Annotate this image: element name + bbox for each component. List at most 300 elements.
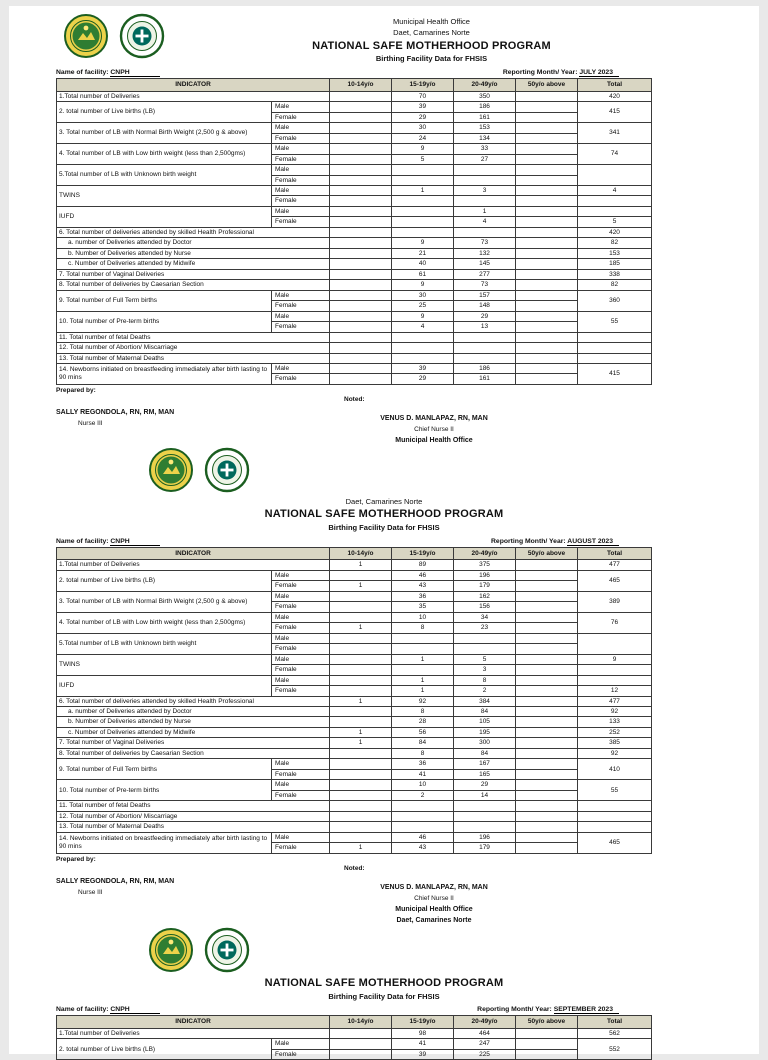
age-value-cell: 46 — [392, 570, 454, 580]
indicator-cell: 13. Total number of Maternal Deaths — [57, 353, 330, 363]
age-value-cell: 89 — [392, 560, 454, 570]
age-value-cell — [454, 633, 516, 643]
age-value-cell — [330, 1049, 392, 1059]
age-value-cell — [516, 102, 578, 112]
reporting-field — [477, 1006, 619, 1013]
report-document — [9, 16, 759, 1060]
age-value-cell — [516, 259, 578, 269]
age-value-cell — [516, 196, 578, 206]
age-value-cell — [392, 644, 454, 654]
age-value-cell — [330, 280, 392, 290]
total-cell: 465 — [578, 832, 652, 853]
age-value-cell: 29 — [454, 780, 516, 790]
total-cell: 410 — [578, 759, 652, 780]
age-value-cell — [330, 186, 392, 196]
sex-cell: Male — [272, 1039, 330, 1049]
page-title: NATIONAL SAFE MOTHERHOOD PROGRAM — [264, 976, 504, 989]
org-line: Daet, Camarines Norte — [396, 916, 472, 924]
sex-cell: Male — [272, 186, 330, 196]
health-office-seal-logo — [205, 928, 249, 972]
total-cell — [578, 665, 652, 675]
table-row — [57, 696, 652, 706]
table-row — [57, 748, 652, 758]
age-value-cell — [516, 570, 578, 580]
facility-row — [9, 538, 759, 545]
total-cell: 415 — [578, 102, 652, 123]
age-value-cell: 28 — [392, 717, 454, 727]
indicator-cell: 11. Total number of fetal Deaths — [57, 332, 330, 342]
sex-cell: Male — [272, 780, 330, 790]
age-value-cell: 1 — [330, 727, 392, 737]
table-row — [57, 1028, 652, 1038]
signature-block — [56, 387, 759, 444]
total-cell — [578, 811, 652, 821]
noted-by-block — [344, 856, 524, 924]
sex-cell: Female — [272, 623, 330, 633]
age-value-cell: 39 — [392, 102, 454, 112]
age-value-cell — [454, 196, 516, 206]
age-value-cell: 35 — [392, 602, 454, 612]
age-value-cell — [330, 123, 392, 133]
table-row — [57, 780, 652, 790]
age-value-cell — [330, 374, 392, 384]
sex-cell: Female — [272, 217, 330, 227]
facility-label: Name of facility: — [56, 537, 111, 545]
age-value-cell: 186 — [454, 102, 516, 112]
table-row — [57, 560, 652, 570]
page-subtitle: Birthing Facility Data for FHSIS — [328, 991, 440, 1001]
table-row — [57, 290, 652, 300]
sex-cell: Male — [272, 363, 330, 373]
age-value-cell — [330, 1039, 392, 1049]
total-cell: 360 — [578, 290, 652, 311]
age-value-cell: 25 — [392, 301, 454, 311]
table-row — [57, 91, 652, 101]
age-column-header: 15-19y/o — [392, 79, 454, 91]
total-cell — [578, 332, 652, 342]
age-value-cell — [516, 227, 578, 237]
age-value-cell — [516, 154, 578, 164]
indicator-cell: TWINS — [57, 654, 272, 675]
sex-cell: Female — [272, 322, 330, 332]
age-value-cell — [330, 227, 392, 237]
age-value-cell: 375 — [454, 560, 516, 570]
age-value-cell: 1 — [330, 581, 392, 591]
age-value-cell: 29 — [392, 374, 454, 384]
age-value-cell: 43 — [392, 581, 454, 591]
total-cell: 5 — [578, 217, 652, 227]
age-value-cell — [516, 374, 578, 384]
prepared-by-block — [56, 387, 344, 444]
age-value-cell: 1 — [392, 654, 454, 664]
sex-cell: Female — [272, 843, 330, 853]
age-value-cell — [330, 175, 392, 185]
indicator-cell: 2. total number of Live births (LB) — [57, 102, 272, 123]
age-value-cell — [392, 165, 454, 175]
table-row — [57, 363, 652, 373]
sex-cell: Male — [272, 675, 330, 685]
indicator-cell: b. Number of Deliveries attended by Nurse — [57, 717, 330, 727]
indicator-cell: c. Number of Deliveries attended by Midwife — [57, 259, 330, 269]
total-cell: 185 — [578, 259, 652, 269]
age-value-cell: 105 — [454, 717, 516, 727]
logo-group — [64, 14, 164, 58]
age-value-cell: 247 — [454, 1039, 516, 1049]
age-value-cell — [330, 102, 392, 112]
indicator-cell: 2. total number of Live births (LB) — [57, 1039, 272, 1060]
total-cell: 338 — [578, 269, 652, 279]
age-value-cell — [454, 343, 516, 353]
sex-cell: Male — [272, 832, 330, 842]
table-row — [57, 280, 652, 290]
total-cell: 133 — [578, 717, 652, 727]
age-value-cell — [330, 290, 392, 300]
total-cell: 420 — [578, 227, 652, 237]
age-value-cell: 9 — [392, 280, 454, 290]
age-value-cell: 350 — [454, 91, 516, 101]
age-value-cell: 384 — [454, 696, 516, 706]
age-value-cell — [392, 811, 454, 821]
org-line: Municipal Health Office — [395, 905, 473, 913]
age-value-cell: 21 — [392, 248, 454, 258]
age-value-cell — [330, 570, 392, 580]
age-value-cell — [516, 1049, 578, 1059]
age-value-cell: 36 — [392, 591, 454, 601]
facility-label: Name of facility: — [56, 1006, 111, 1014]
total-cell — [578, 196, 652, 206]
age-column-header: Total — [578, 547, 652, 559]
age-value-cell: 8 — [392, 748, 454, 758]
table-row — [57, 259, 652, 269]
report-table — [56, 547, 652, 854]
table-row — [57, 269, 652, 279]
indicator-cell: IUFD — [57, 206, 272, 227]
age-value-cell — [454, 353, 516, 363]
age-value-cell: 84 — [392, 738, 454, 748]
age-value-cell — [516, 311, 578, 321]
age-value-cell: 186 — [454, 363, 516, 373]
age-value-cell: 70 — [392, 91, 454, 101]
facility-value: CNPH — [110, 69, 159, 77]
age-value-cell — [392, 332, 454, 342]
total-cell: 74 — [578, 144, 652, 165]
age-value-cell: 8 — [392, 707, 454, 717]
total-cell: 341 — [578, 123, 652, 144]
age-value-cell — [330, 217, 392, 227]
indicator-cell: 7. Total number of Vaginal Deliveries — [57, 269, 330, 279]
sex-cell: Female — [272, 602, 330, 612]
age-value-cell: 10 — [392, 780, 454, 790]
noted-label: Noted: — [344, 395, 365, 403]
age-value-cell — [330, 717, 392, 727]
age-value-cell: 13 — [454, 322, 516, 332]
indicator-cell: 9. Total number of Full Term births — [57, 290, 272, 311]
indicator-cell: 13. Total number of Maternal Deaths — [57, 822, 330, 832]
prepared-by-block — [56, 856, 344, 924]
age-value-cell — [516, 206, 578, 216]
age-column-header: 10-14y/o — [330, 547, 392, 559]
indicator-cell: 12. Total number of Abortion/ Miscarriage — [57, 811, 330, 821]
prepared-by-label: Prepared by: — [56, 855, 96, 863]
table-row — [57, 822, 652, 832]
page-title: NATIONAL SAFE MOTHERHOOD PROGRAM — [264, 508, 504, 521]
age-value-cell — [516, 769, 578, 779]
indicator-cell: TWINS — [57, 186, 272, 207]
age-value-cell: 27 — [454, 154, 516, 164]
age-value-cell — [392, 801, 454, 811]
header-line: Daet, Camarines Norte — [345, 496, 423, 506]
age-column-header: 20-49y/o — [454, 547, 516, 559]
table-row — [57, 343, 652, 353]
age-value-cell — [330, 112, 392, 122]
page-subtitle: Birthing Facility Data for FHSIS — [328, 523, 440, 533]
sex-cell: Male — [272, 311, 330, 321]
age-value-cell — [392, 822, 454, 832]
table-row — [57, 727, 652, 737]
age-value-cell — [454, 175, 516, 185]
age-value-cell — [516, 612, 578, 622]
facility-label: Name of facility: — [56, 69, 111, 77]
indicator-cell: 1.Total number of Deliveries — [57, 560, 330, 570]
age-value-cell — [454, 227, 516, 237]
age-value-cell — [454, 644, 516, 654]
age-value-cell — [392, 227, 454, 237]
sex-cell: Female — [272, 769, 330, 779]
table-row — [57, 654, 652, 664]
age-value-cell — [516, 811, 578, 821]
total-cell: 92 — [578, 748, 652, 758]
age-value-cell — [516, 832, 578, 842]
indicator-cell: 11. Total number of fetal Deaths — [57, 801, 330, 811]
age-value-cell: 5 — [454, 654, 516, 664]
age-value-cell: 196 — [454, 832, 516, 842]
age-value-cell: 8 — [454, 675, 516, 685]
age-value-cell: 84 — [454, 748, 516, 758]
table-row — [57, 311, 652, 321]
table-row — [57, 238, 652, 248]
age-value-cell — [454, 801, 516, 811]
table-row — [57, 717, 652, 727]
indicator-cell: a. number of Deliveries attended by Doctor — [57, 238, 330, 248]
total-cell: 153 — [578, 248, 652, 258]
age-value-cell — [330, 154, 392, 164]
indicator-cell: 7. Total number of Vaginal Deliveries — [57, 738, 330, 748]
total-cell: 92 — [578, 707, 652, 717]
indicator-cell: 10. Total number of Pre-term births — [57, 780, 272, 801]
noted-name: VENUS D. MANLAPAZ, RN, MAN — [380, 883, 488, 891]
facility-value: CNPH — [110, 538, 159, 546]
age-value-cell — [516, 623, 578, 633]
age-column-header: Total — [578, 79, 652, 91]
sex-cell: Female — [272, 686, 330, 696]
age-value-cell — [516, 186, 578, 196]
age-value-cell — [454, 332, 516, 342]
report-header — [9, 16, 759, 65]
sex-cell: Male — [272, 633, 330, 643]
report-section-3 — [9, 928, 759, 1060]
sex-cell: Male — [272, 591, 330, 601]
sex-cell: Female — [272, 790, 330, 800]
age-value-cell: 165 — [454, 769, 516, 779]
sex-cell: Male — [272, 144, 330, 154]
reporting-value: AUGUST 2023 — [567, 538, 619, 546]
total-cell: 252 — [578, 727, 652, 737]
facility-value: CNPH — [110, 1006, 159, 1014]
age-value-cell: 24 — [392, 133, 454, 143]
age-value-cell: 225 — [454, 1049, 516, 1059]
age-value-cell: 1 — [330, 560, 392, 570]
noted-title: Chief Nurse II — [414, 894, 454, 902]
age-value-cell — [392, 343, 454, 353]
age-value-cell: 34 — [454, 612, 516, 622]
table-row — [57, 801, 652, 811]
report-header — [9, 928, 759, 1003]
sex-cell: Male — [272, 102, 330, 112]
indicator-cell: c. Number of Deliveries attended by Midwife — [57, 727, 330, 737]
total-cell: 76 — [578, 612, 652, 633]
age-value-cell: 33 — [454, 144, 516, 154]
age-value-cell — [516, 165, 578, 175]
age-value-cell — [330, 144, 392, 154]
indicator-cell: 8. Total number of deliveries by Caesarian Section — [57, 280, 330, 290]
age-value-cell — [330, 353, 392, 363]
table-header-row — [57, 547, 652, 559]
age-value-cell — [330, 686, 392, 696]
age-value-cell — [516, 280, 578, 290]
indicator-cell: 6. Total number of deliveries attended by skilled Health Professional — [57, 696, 330, 706]
age-value-cell — [516, 343, 578, 353]
age-value-cell: 61 — [392, 269, 454, 279]
age-value-cell: 29 — [454, 311, 516, 321]
age-value-cell — [330, 133, 392, 143]
age-value-cell: 1 — [330, 738, 392, 748]
age-value-cell — [330, 654, 392, 664]
age-value-cell — [392, 633, 454, 643]
preparer-name: SALLY REGONDOLA, RN, RM, MAN — [56, 408, 175, 416]
logo-group — [149, 928, 249, 972]
header-line: Municipal Health Office — [393, 17, 470, 26]
indicator-cell: 8. Total number of deliveries by Caesarian Section — [57, 748, 330, 758]
total-cell — [578, 675, 652, 685]
facility-row — [9, 69, 759, 76]
sex-cell: Female — [272, 301, 330, 311]
table-row — [57, 633, 652, 643]
age-value-cell: 145 — [454, 259, 516, 269]
age-value-cell: 10 — [392, 612, 454, 622]
age-value-cell — [330, 832, 392, 842]
facility-field — [56, 69, 160, 76]
age-value-cell — [330, 811, 392, 821]
age-value-cell — [516, 707, 578, 717]
total-cell — [578, 801, 652, 811]
sex-cell: Male — [272, 206, 330, 216]
age-value-cell: 3 — [454, 186, 516, 196]
age-value-cell — [330, 748, 392, 758]
age-value-cell — [392, 175, 454, 185]
age-value-cell — [330, 322, 392, 332]
document-page — [9, 6, 759, 1058]
age-value-cell — [516, 112, 578, 122]
age-value-cell — [392, 217, 454, 227]
sex-cell: Female — [272, 196, 330, 206]
page-subtitle: Birthing Facility Data for FHSIS — [375, 54, 488, 64]
sex-cell: Female — [272, 175, 330, 185]
age-column-header: 10-14y/o — [330, 1016, 392, 1028]
age-value-cell — [330, 343, 392, 353]
age-value-cell — [330, 801, 392, 811]
reporting-value: JULY 2023 — [579, 69, 619, 77]
age-value-cell: 8 — [392, 623, 454, 633]
table-row — [57, 612, 652, 622]
age-value-cell — [516, 290, 578, 300]
indicator-cell: 14. Newborns initiated on breastfeeding immediately after birth lasting to 90 mins — [57, 832, 272, 853]
sex-cell: Female — [272, 133, 330, 143]
indicator-cell: 9. Total number of Full Term births — [57, 759, 272, 780]
age-value-cell: 196 — [454, 570, 516, 580]
age-value-cell — [516, 332, 578, 342]
age-value-cell: 157 — [454, 290, 516, 300]
reporting-value: SEPTEMBER 2023 — [554, 1006, 619, 1014]
report-section-2 — [9, 448, 759, 924]
age-value-cell — [330, 675, 392, 685]
report-table — [56, 1015, 652, 1060]
age-value-cell: 2 — [392, 790, 454, 800]
age-value-cell — [330, 363, 392, 373]
age-value-cell: 40 — [392, 259, 454, 269]
age-value-cell: 30 — [392, 123, 454, 133]
age-value-cell — [516, 133, 578, 143]
age-value-cell: 14 — [454, 790, 516, 800]
age-value-cell: 29 — [392, 112, 454, 122]
reporting-label: Reporting Month/ Year: — [491, 537, 568, 545]
provincial-seal-logo — [149, 928, 193, 972]
age-value-cell: 1 — [454, 206, 516, 216]
age-value-cell — [516, 780, 578, 790]
age-value-cell: 4 — [454, 217, 516, 227]
age-value-cell — [454, 165, 516, 175]
noted-by-block — [344, 387, 524, 444]
age-value-cell — [516, 843, 578, 853]
age-value-cell — [516, 1039, 578, 1049]
indicator-cell: 4. Total number of LB with Low birth weight (less than 2,500gms) — [57, 612, 272, 633]
age-value-cell — [330, 790, 392, 800]
age-value-cell: 9 — [392, 311, 454, 321]
age-column-header: 20-49y/o — [454, 1016, 516, 1028]
age-value-cell: 1 — [330, 843, 392, 853]
age-value-cell — [330, 206, 392, 216]
provincial-seal-logo — [64, 14, 108, 58]
age-value-cell — [330, 822, 392, 832]
indicator-cell: a. number of Deliveries attended by Doctor — [57, 707, 330, 717]
total-cell: 385 — [578, 738, 652, 748]
table-row — [57, 675, 652, 685]
age-value-cell — [516, 717, 578, 727]
sex-cell: Female — [272, 154, 330, 164]
age-value-cell — [516, 217, 578, 227]
table-row — [57, 759, 652, 769]
total-cell: 55 — [578, 780, 652, 801]
age-value-cell — [330, 780, 392, 790]
report-header — [9, 448, 759, 534]
age-value-cell: 195 — [454, 727, 516, 737]
noted-title: Chief Nurse II — [414, 425, 454, 433]
age-value-cell — [392, 353, 454, 363]
age-value-cell — [516, 123, 578, 133]
age-value-cell — [330, 644, 392, 654]
age-value-cell — [516, 675, 578, 685]
age-value-cell: 148 — [454, 301, 516, 311]
noted-label: Noted: — [344, 864, 365, 872]
